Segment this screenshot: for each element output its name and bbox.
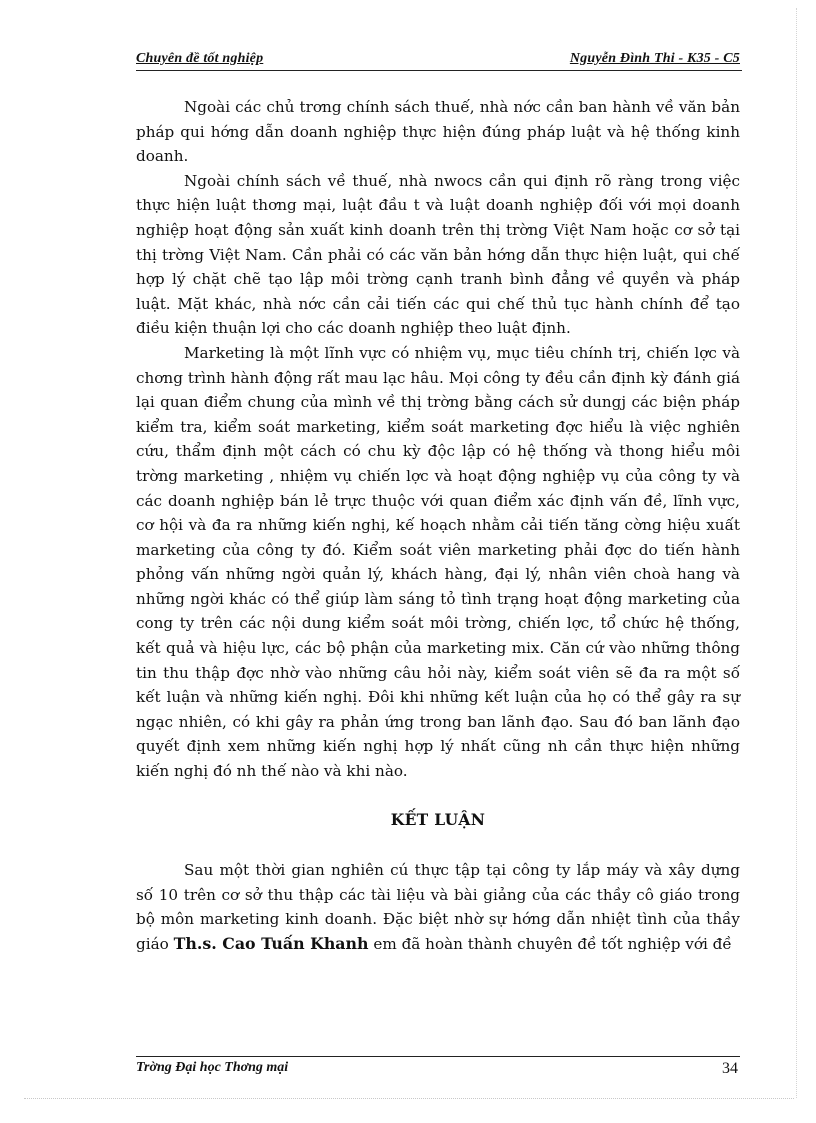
page-edge-right (796, 8, 797, 1098)
page-number: 34 (722, 1060, 738, 1077)
conclusion-text-end: em đã hoàn thành chuyên đề tốt nghiệp với đề (368, 935, 732, 953)
page-header (136, 50, 742, 71)
paragraph-tax-policy: Ngoài các chủ trơng chính sách thuế, nhà nớc cần ban hành về văn bản pháp qui hớng dẫn doanh nghiệp thực hiện đúng pháp luật và hệ thống kinh doanh. (136, 98, 740, 166)
body-text (136, 95, 740, 957)
paragraph-legal-regulation: Ngoài chính sách về thuế, nhà nwocs cần qui định rõ ràng trong việc thực hiện luật thơng mại, luật đầu t và luật doanh nghiệp đối với mọi doanh nghiệp hoạt động sản xuất kinh doanh trên thị trờng Việt Nam hoặc cơ sở tại thị trờng Việt Nam. Cần phải có các văn bản hớng dẫn thực hiện luật, qui chế hợp lý chặt chẽ tạo lập môi trờng cạnh tranh bình đẳng về quyền và pháp luật. Mặt khác, nhà nớc cần cải tiến các qui chế thủ tục hành chính để tạo điều kiện thuận lợi cho các doanh nghiệp theo luật định. (136, 171, 740, 338)
advisor-name: Th.s. Cao Tuấn Khanh (173, 934, 369, 953)
footer-school: Trờng Đại học Thơng mại (136, 1060, 289, 1075)
section-heading: KẾT LUẬN (390, 809, 486, 829)
page-footer (136, 1056, 740, 1081)
conclusion-text-start: Sau một thời gian nghiên cú thực tập tại công ty lắp máy và xây dựng số 10 trên cơ sở thu thập các tài liệu và bài giảng của các thầy cô giáo trong bộ môn marketing kinh doanh. Đặc biệt nhờ sự hớng dẫn nhiệt tình của thầy giáo (136, 861, 740, 953)
page-edge-bottom (24, 1098, 794, 1099)
paragraph-conclusion (136, 858, 740, 956)
paragraph-marketing-audit: Marketing là một lĩnh vực có nhiệm vụ, mục tiêu chính trị, chiến lợc và chơng trình hành động rất mau lạc hâu. Mọi công ty đều cần định kỳ đánh giá lại quan điểm chung của mình về thị trờng bằng cách sử dungj các biện pháp kiểm tra, kiểm soát marketing, kiểm soát marketing đợc hiểu là việc nghiên cứu, thẩm định một cách có chu kỳ độc lập có hệ thống và thong hiểu môi trờng marketing , nhiệm vụ chiến lợc và hoạt động nghiệp vụ của công ty và các doanh nghiệp bán lẻ trực thuộc với quan điểm xác định vấn đề, lĩnh vực, cơ hội và đa ra những kiến nghị, kế hoạch nhằm cải tiến tăng cờng hiệu xuất marketing của công ty đó. Kiểm soát viên marketing phải đợc do tiến hành phỏng vấn những ngời quản lý, khách hàng, đại lý, nhân viên choà hang và những ngời khác có thể giúp làm sáng tỏ tình trạng hoạt động marketing của cong ty trên các nội dung kiểm soát môi trờng, chiến lợc, tổ chức hệ thống, kết quả và hiệu lực, các bộ phận của marketing mix. Căn cứ vào những thông tin thu thập đợc nhờ vào những câu hỏi này, kiểm soát viên sẽ đa ra một số kết luận và những kiến nghị. Đôi khi những kết luận của họ có thể gây ra sự ngạc nhiên, có khi gây ra phản ứng trong ban lãnh đạo. Sau đó ban lãnh đạo quyết định xem những kiến nghị hợp lý nhất cũng nh cần thực hiện những kiến nghị đó nh thế nào và khi nào. (136, 343, 740, 781)
header-author: Nguyễn Đình Thi - K35 - C5 (569, 51, 740, 66)
header-title: Chuyên đề tốt nghiệp (136, 51, 264, 66)
